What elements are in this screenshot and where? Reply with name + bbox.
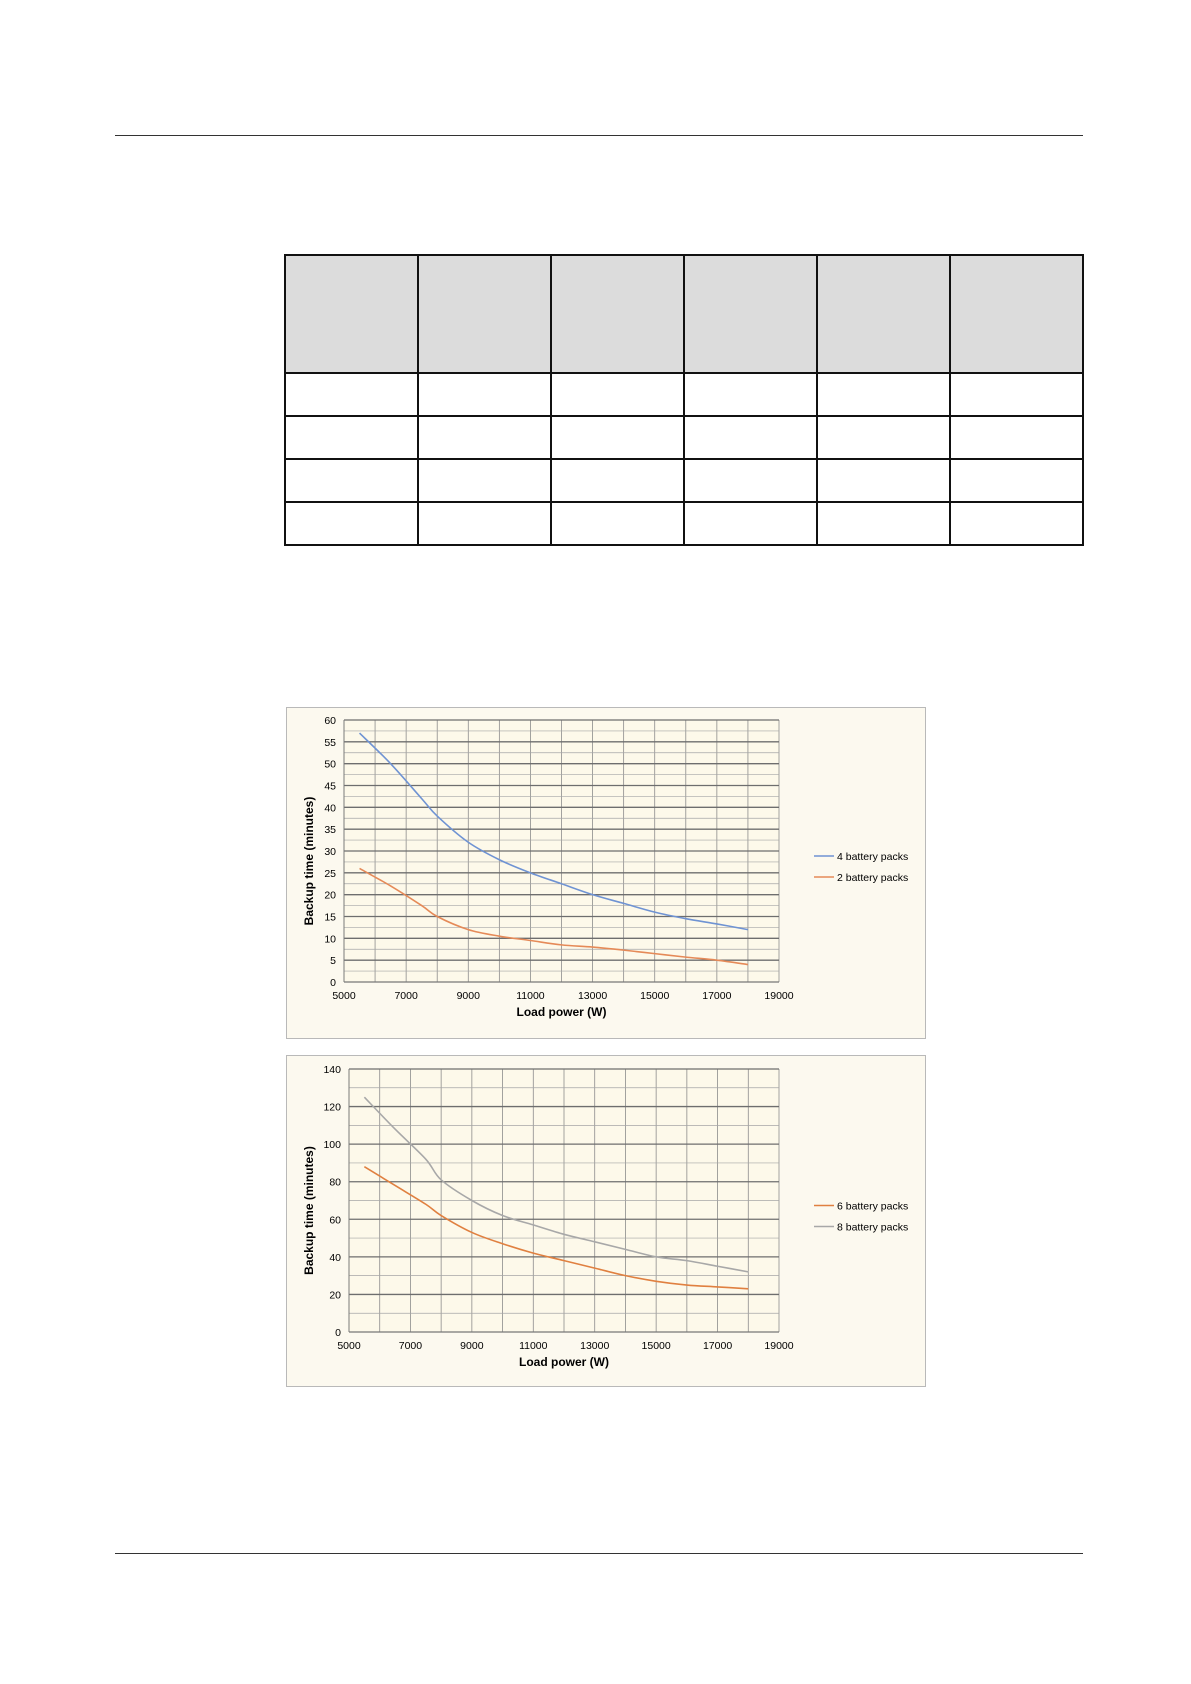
x-tick-label: 15000 xyxy=(641,1340,671,1352)
table-header-cell xyxy=(684,255,817,373)
y-tick-label: 30 xyxy=(324,846,336,858)
x-tick-label: 15000 xyxy=(640,990,670,1002)
x-tick-label: 17000 xyxy=(702,990,732,1002)
table-cell xyxy=(950,373,1083,416)
chart-2-svg xyxy=(287,1056,927,1388)
y-tick-label: 60 xyxy=(329,1214,341,1227)
legend-label: 6 battery packs xyxy=(837,1200,909,1213)
y-tick-label: 45 xyxy=(324,780,336,793)
table-header-cell xyxy=(285,255,418,373)
x-tick-label: 7000 xyxy=(394,990,418,1002)
table-header-cell xyxy=(418,255,551,373)
table-row xyxy=(285,373,1083,416)
y-tick-label: 35 xyxy=(324,824,336,837)
x-tick-label: 5000 xyxy=(337,1340,361,1352)
table-row xyxy=(285,502,1083,545)
table-header-cell xyxy=(817,255,950,373)
y-tick-label: 20 xyxy=(329,1289,341,1302)
x-tick-label: 9000 xyxy=(460,1340,484,1352)
y-tick-label: 140 xyxy=(323,1064,341,1076)
table-header-cell xyxy=(551,255,684,373)
x-tick-label: 17000 xyxy=(702,1340,733,1352)
x-tick-label: 13000 xyxy=(580,1340,610,1352)
legend-label: 2 battery packs xyxy=(837,872,909,884)
table-cell xyxy=(817,416,950,459)
table-cell xyxy=(817,502,950,545)
x-tick-label: 19000 xyxy=(764,1340,794,1352)
y-tick-label: 20 xyxy=(324,889,336,902)
footer-rule xyxy=(115,1553,1083,1554)
y-axis-title: Backup time (minutes) xyxy=(302,796,316,926)
table-row xyxy=(285,459,1083,502)
x-tick-label: 13000 xyxy=(577,990,608,1002)
y-tick-label: 40 xyxy=(329,1251,341,1264)
table-cell xyxy=(684,416,817,459)
chart-1-svg xyxy=(287,708,927,1040)
y-tick-label: 80 xyxy=(329,1176,341,1189)
table-cell xyxy=(418,502,551,545)
y-tick-label: 15 xyxy=(324,911,336,924)
y-tick-label: 100 xyxy=(323,1139,341,1152)
y-tick-label: 25 xyxy=(324,867,336,880)
table-cell xyxy=(950,416,1083,459)
x-tick-label: 11000 xyxy=(519,1340,548,1352)
table-cell xyxy=(285,373,418,416)
header-rule xyxy=(115,135,1083,136)
y-tick-label: 10 xyxy=(324,933,336,946)
table-cell xyxy=(950,459,1083,502)
table-cell xyxy=(418,373,551,416)
x-tick-label: 7000 xyxy=(398,1340,423,1352)
table-cell xyxy=(817,373,950,416)
y-axis-title: Backup time (minutes) xyxy=(302,1146,316,1275)
table-cell xyxy=(551,502,684,545)
y-tick-label: 0 xyxy=(335,1327,341,1339)
table-cell xyxy=(817,459,950,502)
table-row xyxy=(285,416,1083,459)
y-tick-label: 5 xyxy=(330,955,336,968)
x-tick-label: 9000 xyxy=(456,990,480,1002)
table-cell xyxy=(285,459,418,502)
table-cell xyxy=(950,502,1083,545)
table-cell xyxy=(551,373,684,416)
data-table xyxy=(284,254,1084,546)
table-cell xyxy=(285,502,418,545)
x-tick-label: 11000 xyxy=(516,990,545,1002)
table-header-row xyxy=(285,255,1083,373)
x-axis-title: Load power (W) xyxy=(519,1355,609,1369)
y-tick-label: 55 xyxy=(324,736,336,749)
y-tick-label: 50 xyxy=(324,758,336,771)
chart-backup-time-2-4-packs xyxy=(286,707,926,1039)
legend-label: 8 battery packs xyxy=(837,1221,909,1234)
table-cell xyxy=(684,373,817,416)
table-cell xyxy=(551,459,684,502)
table-cell xyxy=(285,416,418,459)
chart-backup-time-6-8-packs xyxy=(286,1055,926,1387)
y-tick-label: 0 xyxy=(330,977,336,989)
legend-label: 4 battery packs xyxy=(837,851,909,863)
x-axis-title: Load power (W) xyxy=(516,1005,607,1019)
table-cell xyxy=(684,502,817,545)
y-tick-label: 40 xyxy=(324,802,336,815)
x-tick-label: 19000 xyxy=(764,990,794,1002)
table-cell xyxy=(418,416,551,459)
table-cell xyxy=(684,459,817,502)
table-header-cell xyxy=(950,255,1083,373)
table-cell xyxy=(418,459,551,502)
x-tick-label: 5000 xyxy=(332,990,356,1002)
y-tick-label: 60 xyxy=(324,715,336,727)
table-cell xyxy=(551,416,684,459)
y-tick-label: 120 xyxy=(323,1101,341,1114)
